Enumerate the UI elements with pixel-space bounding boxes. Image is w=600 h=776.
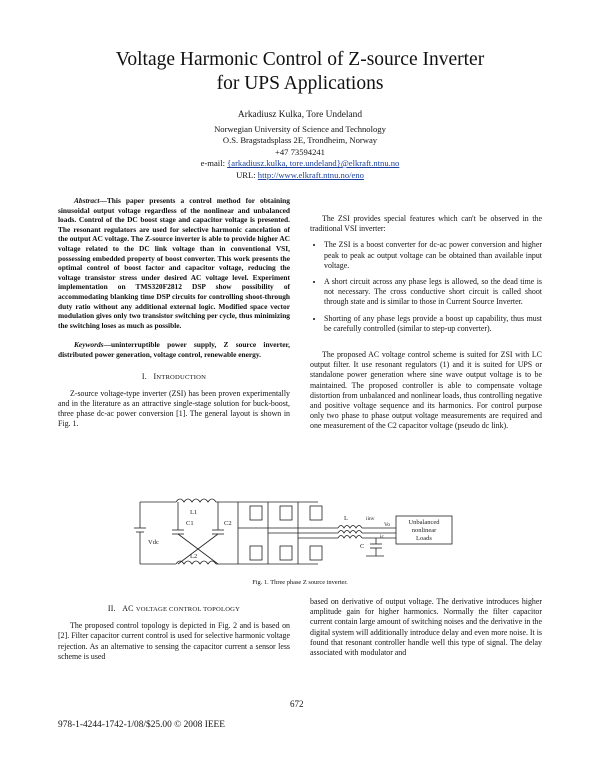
derivative-paragraph: based on derivative of output voltage. The derivative introduces higher amplitude gain for higher harmonics. Normally the filter capacitor current contain large amount of switching noises and the derivative in the digital system will additionally introduce delay and even more noise. It is found that resonant controller handle well this type of signal. The delay associated with modulator and (310, 597, 542, 658)
control-scheme-paragraph: The proposed AC voltage control scheme is suited for ZSI with LC output filter. It use resonant regulators (1) and it is suited for UPS or standalone power generation where sine wave output voltage is to be maintained. The proposed controller is able to compensate voltage distortion from unbalanced and nonlinear loads, thus controlling negative and positive voltage sequence and its harmonics. For control purpose only two phase to phase output voltage measurements are required and one measurement of the C2 capacitor voltage (pseudo dc link). (310, 350, 542, 431)
section-1-heading (58, 372, 290, 383)
c2-label: C2 (224, 520, 232, 527)
capacitor-c2 (178, 502, 232, 564)
capacitor-c (360, 534, 385, 556)
ic-label: ic (380, 534, 384, 540)
left-column (58, 196, 290, 430)
l-label: L (344, 515, 348, 522)
title-line-2: for UPS Applications (216, 73, 384, 94)
section-2-number: II. (107, 604, 116, 613)
iinv-label: iinv (366, 516, 375, 522)
phone: +47 73594241 (275, 146, 325, 157)
keywords-text: —uninterruptible power supply, Z source inverter, distributed power generation, voltage control, renewable energy. (58, 340, 290, 359)
load-label-3: Loads (416, 535, 432, 542)
address: O.S. Bragstadsplass 2E, Trondheim, Norway (222, 135, 378, 145)
section-1-first-letter: I (153, 371, 157, 381)
c-label: C (360, 543, 365, 550)
email-prefix: e-mail: (200, 158, 228, 168)
dc-source (134, 502, 159, 564)
intro-paragraph: Z-source voltage-type inverter (ZSI) has been proven experimentally and in the literature as an attractive single-stage solution for buck-boost, three phase dc-ac power conversion [1]. The general layout is shown in Fig. 1. (58, 388, 290, 429)
title-line-1: Voltage Harmonic Control of Z-source Inverter (115, 49, 485, 70)
url-line (60, 170, 540, 182)
left-column-bottom (58, 598, 290, 662)
inductor-l1 (176, 499, 238, 516)
section-1-title: NTRODUCTION (156, 373, 207, 381)
load-label-2: nonlinear (411, 527, 437, 534)
keywords (58, 340, 290, 359)
l2-label: L2 (190, 553, 198, 560)
topology-paragraph: The proposed control topology is depicted in Fig. 2 and is based on [2]. Filter capacitor current control is used for selective harmonic voltage rejection. As an alternative to sensing the capacitor current a sensor less scheme is used (58, 621, 290, 661)
load-label-1: Unbalanced (408, 519, 440, 526)
right-column-bottom (310, 597, 542, 658)
list-item: • The ZSI is a boost converter for dc-ac power conversion and higher peak to peak ac output voltage can be obtained than available input voltage. (324, 240, 542, 271)
section-2-title: VOLTAGE CONTROL TOPOLOGY (135, 606, 241, 613)
author-names: Arkadiusz Kulka, Tore Undeland (237, 110, 363, 120)
list-item: • Shorting of any phase legs provide a boost up capability, thus must be carefully controlled (similar to step-up converter). (324, 314, 542, 334)
load-box (396, 516, 452, 544)
right-column (310, 196, 542, 432)
abstract (58, 196, 290, 330)
page-number: 672 (290, 699, 304, 709)
section-1-number: I. (141, 371, 147, 381)
email-link[interactable]: {arkadiusz.kulka, tore.undeland}@elkraft.ntnu.no (227, 158, 400, 168)
author-block (60, 110, 540, 181)
list-item: • A short circuit across any phase legs is allowed, so the dead time is not necessary. The cross conductive short circuit is called shoot through state and is similar to those in Current Source Inverter. (324, 277, 542, 308)
section-2-first: AC (122, 604, 136, 613)
c1-label: C1 (186, 520, 194, 527)
abstract-text: —This paper presents a control method for obtaining sinusoidal output voltage regardless of the nonlinear and unbalanced loads. Control of the DC boost stage and capacitor voltage is presented. The resonant regulators are used for selective harmonic cancelation of the output AC voltage. The Z-source inverter is able to provide higher AC voltage related to the DC link voltage than in conventional VSI, possessing embedded property of boost converter. This work presents the optimal control of boost factor and capacitor voltage, reducing the voltage transistor stress under desired AC voltage level. Experiment implementation on TMS320F2812 DSP show possibility of accommodating blanking time DSP circuits for controlling shoot-through duty ratio without any additional external logic. Modified space vector modulation gives only two transistor switching per cycle, thus minimizing the switching loses as much as possible. (58, 196, 290, 330)
email-line (60, 158, 540, 170)
figure-caption: Fig. 1. Three phase Z source inverter. (252, 579, 348, 586)
paper-title (60, 48, 540, 96)
inverter-bridge (238, 502, 338, 564)
vo-label: Vo (384, 522, 391, 528)
url-link[interactable]: http://www.elkraft.ntnu.no/eno (257, 169, 364, 180)
zsi-features-intro: The ZSI provides special features which can't be observed in the traditional VSI inverter: (310, 214, 542, 234)
circuit-diagram (128, 492, 458, 572)
vdc-label: Vdc (148, 539, 159, 546)
abstract-label: Abstract (74, 196, 100, 205)
section-2-heading (58, 604, 290, 615)
l1-label: L1 (190, 509, 198, 516)
url-prefix: URL: (236, 169, 258, 180)
feature-list (310, 240, 542, 334)
copyright-footer: 978-1-4244-1742-1/08/$25.00 © 2008 IEEE (58, 720, 225, 730)
affiliation: Norwegian University of Science and Technology (214, 123, 386, 134)
keywords-label: Keywords (74, 340, 104, 350)
